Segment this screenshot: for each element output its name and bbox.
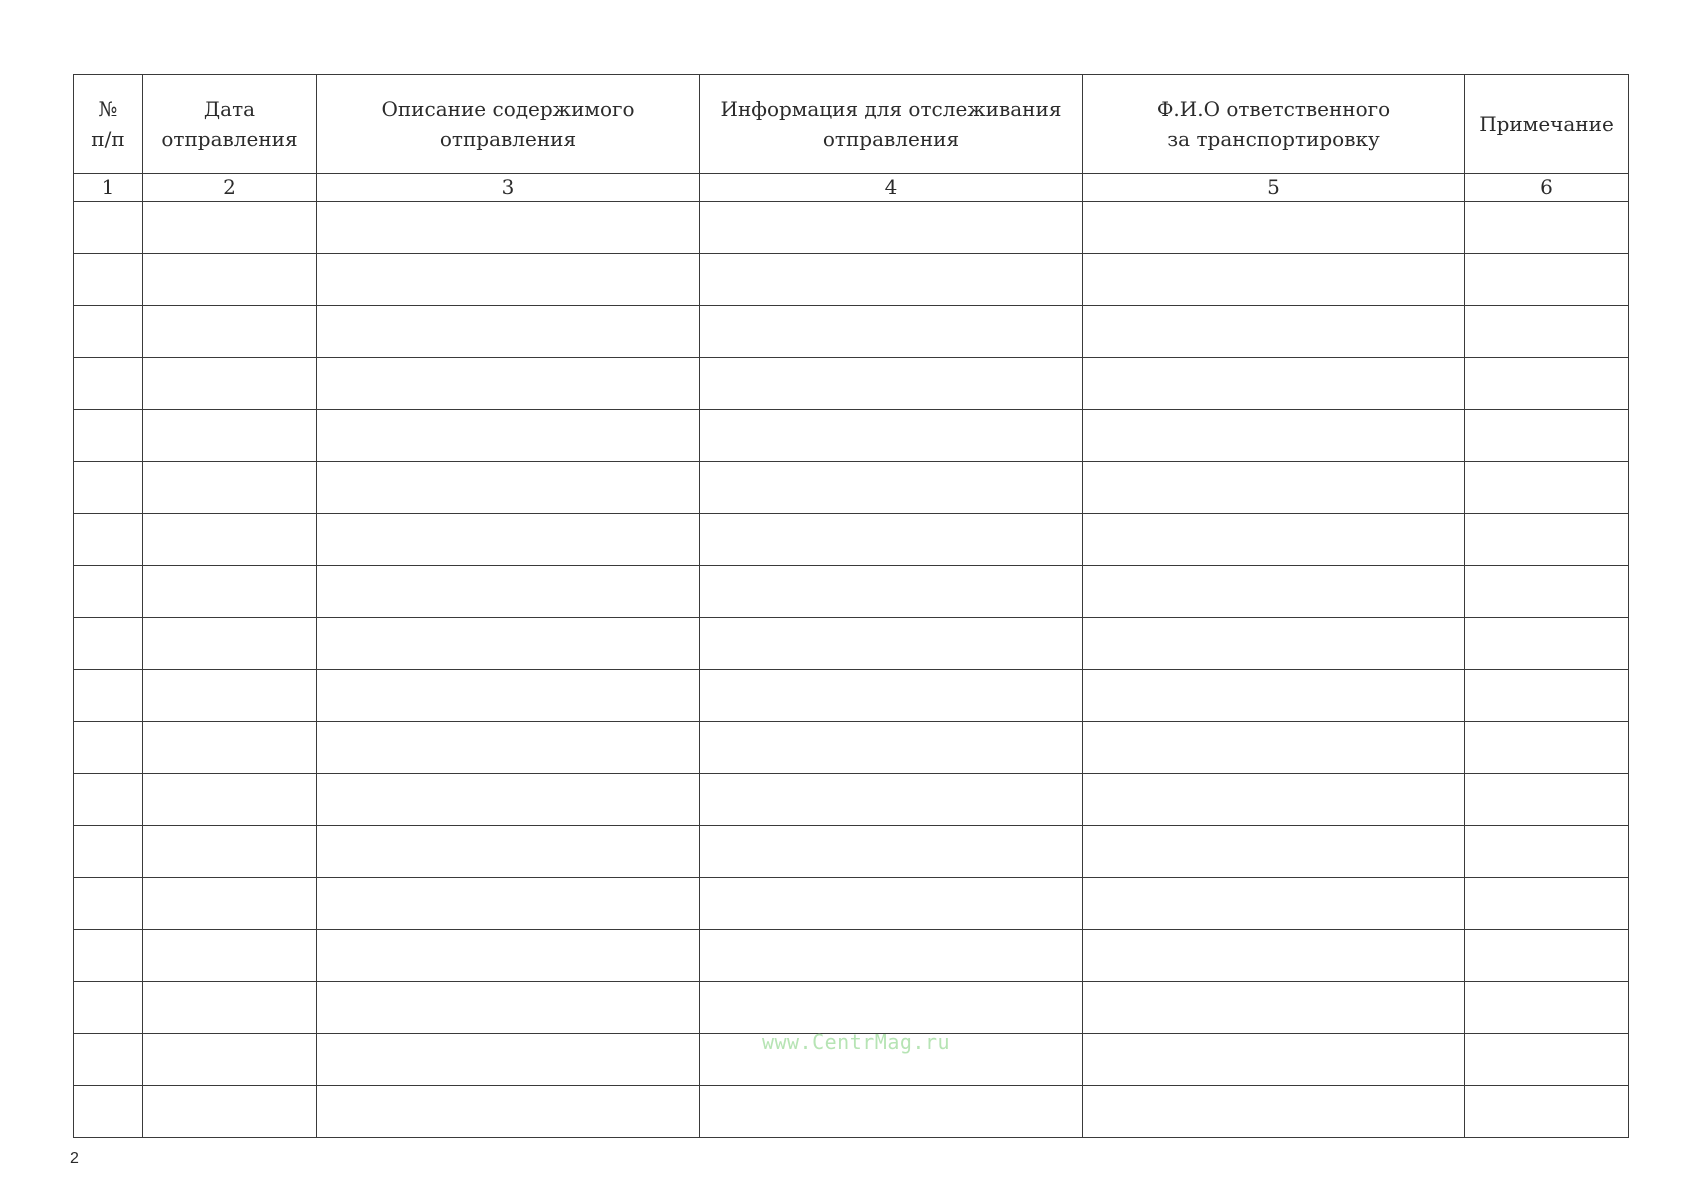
table-cell-note[interactable]	[1465, 202, 1629, 254]
table-cell-number[interactable]	[74, 202, 143, 254]
table-cell-tracking[interactable]	[700, 618, 1083, 670]
header-cell-note: Примечание	[1465, 75, 1629, 174]
table-cell-note[interactable]	[1465, 930, 1629, 982]
table-cell-note[interactable]	[1465, 618, 1629, 670]
table-cell-number[interactable]	[74, 618, 143, 670]
table-cell-tracking[interactable]	[700, 410, 1083, 462]
table-cell-responsible[interactable]	[1083, 306, 1465, 358]
table-cell-number[interactable]	[74, 878, 143, 930]
table-cell-date[interactable]	[143, 462, 317, 514]
table-cell-description[interactable]	[317, 462, 700, 514]
table-cell-number[interactable]	[74, 826, 143, 878]
table-cell-date[interactable]	[143, 1086, 317, 1138]
table-cell-tracking[interactable]	[700, 930, 1083, 982]
table-cell-description[interactable]	[317, 670, 700, 722]
table-cell-description[interactable]	[317, 566, 700, 618]
table-cell-date[interactable]	[143, 202, 317, 254]
table-cell-tracking[interactable]	[700, 254, 1083, 306]
table-cell-tracking[interactable]	[700, 306, 1083, 358]
table-cell-note[interactable]	[1465, 722, 1629, 774]
table-cell-responsible[interactable]	[1083, 670, 1465, 722]
table-row	[74, 410, 1629, 462]
table-cell-description[interactable]	[317, 306, 700, 358]
table-cell-note[interactable]	[1465, 982, 1629, 1034]
header-cell-date: Дата отправления	[143, 75, 317, 174]
table-cell-date[interactable]	[143, 566, 317, 618]
table-cell-description[interactable]	[317, 878, 700, 930]
table-cell-responsible[interactable]	[1083, 1086, 1465, 1138]
table-cell-tracking[interactable]	[700, 566, 1083, 618]
table-cell-number[interactable]	[74, 670, 143, 722]
table-cell-number[interactable]	[74, 930, 143, 982]
table-cell-tracking[interactable]	[700, 462, 1083, 514]
table-cell-tracking[interactable]	[700, 1086, 1083, 1138]
table-cell-date[interactable]	[143, 878, 317, 930]
table-cell-date[interactable]	[143, 618, 317, 670]
table-cell-tracking[interactable]	[700, 670, 1083, 722]
table-cell-date[interactable]	[143, 982, 317, 1034]
table-cell-number[interactable]	[74, 410, 143, 462]
table-cell-description[interactable]	[317, 202, 700, 254]
table-cell-note[interactable]	[1465, 1034, 1629, 1086]
table-row	[74, 774, 1629, 826]
table-row	[74, 202, 1629, 254]
table-cell-description[interactable]	[317, 774, 700, 826]
table-cell-date[interactable]	[143, 254, 317, 306]
table-cell-responsible[interactable]	[1083, 618, 1465, 670]
header-cell-tracking: Информация для отслеживания отправления	[700, 75, 1083, 174]
column-number-5: 5	[1083, 174, 1465, 202]
table-row	[74, 930, 1629, 982]
header-row	[74, 75, 1629, 174]
table-cell-note[interactable]	[1465, 254, 1629, 306]
table-cell-date[interactable]	[143, 722, 317, 774]
table-cell-responsible[interactable]	[1083, 202, 1465, 254]
table-cell-description[interactable]	[317, 254, 700, 306]
table-cell-tracking[interactable]	[700, 774, 1083, 826]
table-cell-responsible[interactable]	[1083, 722, 1465, 774]
table-cell-description[interactable]	[317, 618, 700, 670]
table-cell-tracking[interactable]	[700, 826, 1083, 878]
table-cell-number[interactable]	[74, 306, 143, 358]
table-cell-date[interactable]	[143, 670, 317, 722]
table-cell-responsible[interactable]	[1083, 878, 1465, 930]
table-cell-number[interactable]	[74, 254, 143, 306]
table-cell-responsible[interactable]	[1083, 826, 1465, 878]
table-cell-note[interactable]	[1465, 358, 1629, 410]
table-cell-description[interactable]	[317, 982, 700, 1034]
table-row	[74, 722, 1629, 774]
table-cell-note[interactable]	[1465, 670, 1629, 722]
column-number-1: 1	[74, 174, 143, 202]
table-cell-description[interactable]	[317, 410, 700, 462]
table-cell-tracking[interactable]	[700, 878, 1083, 930]
table-cell-description[interactable]	[317, 930, 700, 982]
table-row	[74, 306, 1629, 358]
table-row	[74, 670, 1629, 722]
shipment-log-table	[73, 74, 1629, 1138]
table-cell-date[interactable]	[143, 410, 317, 462]
table-row	[74, 618, 1629, 670]
watermark: www.CentrMag.ru	[761, 1030, 951, 1054]
table-row	[74, 566, 1629, 618]
header-cell-description: Описание содержимого отправления	[317, 75, 700, 174]
table-cell-tracking[interactable]	[700, 722, 1083, 774]
table-cell-date[interactable]	[143, 774, 317, 826]
table-cell-responsible[interactable]	[1083, 774, 1465, 826]
table-cell-responsible[interactable]	[1083, 1034, 1465, 1086]
table-cell-responsible[interactable]	[1083, 358, 1465, 410]
table-cell-date[interactable]	[143, 826, 317, 878]
table-cell-note[interactable]	[1465, 878, 1629, 930]
table-cell-number[interactable]	[74, 1034, 143, 1086]
table-cell-number[interactable]	[74, 722, 143, 774]
table-cell-responsible[interactable]	[1083, 930, 1465, 982]
table-row	[74, 1086, 1629, 1138]
table-row	[74, 358, 1629, 410]
column-number-6: 6	[1465, 174, 1629, 202]
table-cell-tracking[interactable]	[700, 358, 1083, 410]
table-cell-note[interactable]	[1465, 774, 1629, 826]
table-cell-number[interactable]	[74, 514, 143, 566]
table-cell-number[interactable]	[74, 774, 143, 826]
table-cell-note[interactable]	[1465, 410, 1629, 462]
table-cell-responsible[interactable]	[1083, 982, 1465, 1034]
table-cell-date[interactable]	[143, 930, 317, 982]
page-number: 2	[70, 1150, 79, 1167]
table-cell-description[interactable]	[317, 514, 700, 566]
table-cell-description[interactable]	[317, 722, 700, 774]
column-number-2: 2	[143, 174, 317, 202]
table-cell-note[interactable]	[1465, 566, 1629, 618]
table-row	[74, 826, 1629, 878]
column-number-4: 4	[700, 174, 1083, 202]
table-cell-date[interactable]	[143, 306, 317, 358]
table-cell-number[interactable]	[74, 566, 143, 618]
table-cell-description[interactable]	[317, 826, 700, 878]
table-row	[74, 982, 1629, 1034]
table-cell-description[interactable]	[317, 358, 700, 410]
table-cell-responsible[interactable]	[1083, 254, 1465, 306]
table-cell-description[interactable]	[317, 1086, 700, 1138]
table-cell-tracking[interactable]	[700, 202, 1083, 254]
table-cell-note[interactable]	[1465, 514, 1629, 566]
header-cell-responsible: Ф.И.О ответственного за транспортировку	[1083, 75, 1465, 174]
table-row	[74, 254, 1629, 306]
table-cell-date[interactable]	[143, 358, 317, 410]
table-cell-note[interactable]	[1465, 306, 1629, 358]
table-cell-number[interactable]	[74, 358, 143, 410]
table-cell-note[interactable]	[1465, 1086, 1629, 1138]
table-cell-date[interactable]	[143, 1034, 317, 1086]
table-row	[74, 462, 1629, 514]
header-cell-number: № п/п	[74, 75, 143, 174]
table-cell-description[interactable]	[317, 1034, 700, 1086]
table-cell-tracking[interactable]	[700, 514, 1083, 566]
table-cell-responsible[interactable]	[1083, 514, 1465, 566]
table-cell-note[interactable]	[1465, 826, 1629, 878]
table-row	[74, 878, 1629, 930]
table-cell-responsible[interactable]	[1083, 462, 1465, 514]
table-cell-responsible[interactable]	[1083, 410, 1465, 462]
table-cell-number[interactable]	[74, 462, 143, 514]
table-cell-tracking[interactable]	[700, 982, 1083, 1034]
table-cell-responsible[interactable]	[1083, 566, 1465, 618]
table-cell-number[interactable]	[74, 982, 143, 1034]
column-number-3: 3	[317, 174, 700, 202]
table-cell-number[interactable]	[74, 1086, 143, 1138]
table-cell-note[interactable]	[1465, 462, 1629, 514]
table-cell-date[interactable]	[143, 514, 317, 566]
column-number-row	[74, 174, 1629, 202]
table-row	[74, 514, 1629, 566]
